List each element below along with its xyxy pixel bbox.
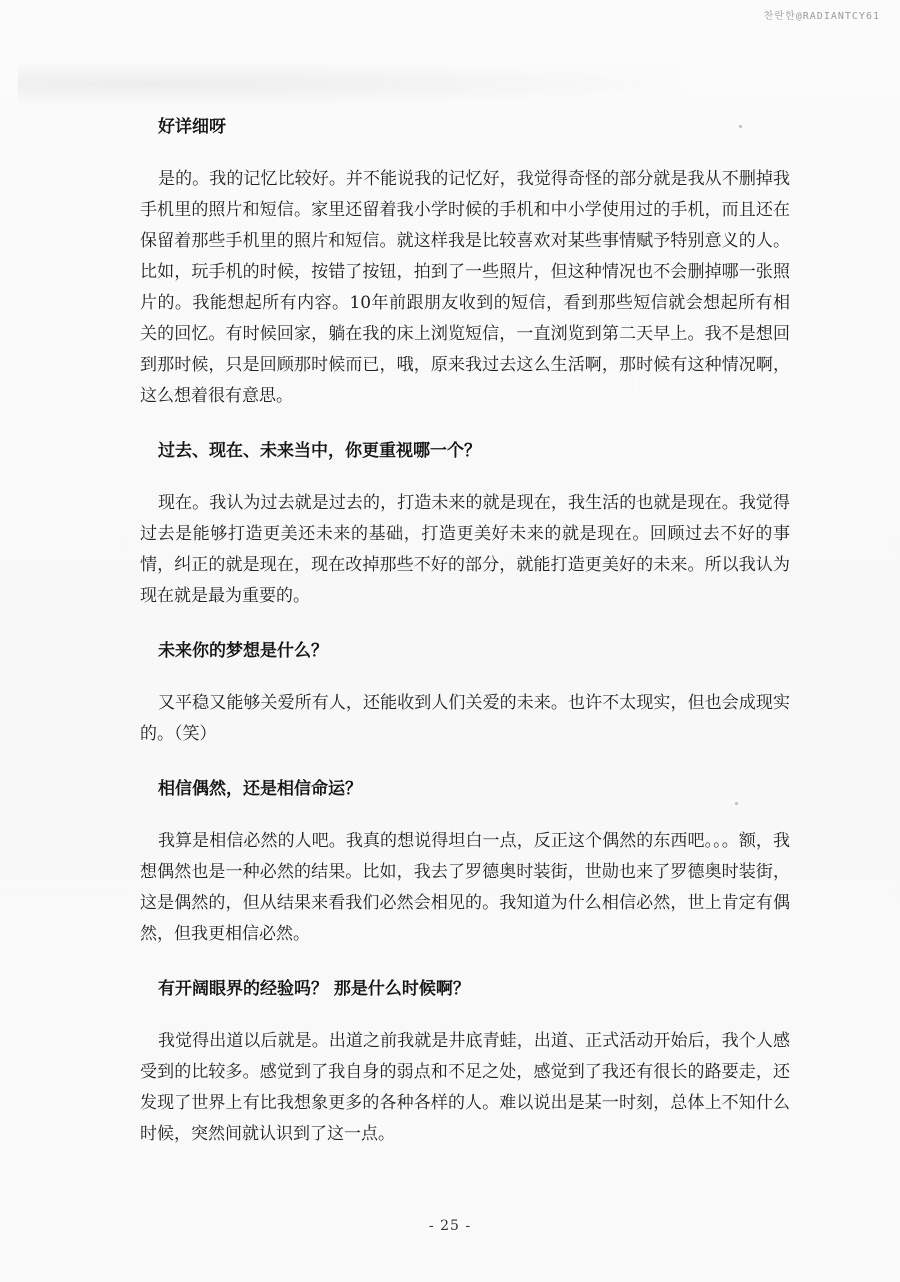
answer-paragraph: 现在。我认为过去就是过去的，打造未来的就是现在，我生活的也就是现在。我觉得过去是能够打造更美还未来的基础，打造更美好未来的就是现在。回顾过去不好的事情，纠正的就是现在，现在改掉那些不好的部分，就能打造更美好的未来。所以我认为现在就是最为重要的。: [140, 493, 790, 606]
question-heading: 好详细呀: [158, 117, 226, 137]
answer-paragraph: 又平稳又能够关爱所有人，还能收到人们关爱的未来。也许不太现实，但也会成现实的。（笑）: [140, 693, 790, 744]
page-number: - 25 -: [428, 1218, 472, 1234]
header-smudge: [18, 62, 682, 106]
answer-paragraph: 我觉得出道以后就是。出道之前我就是井底青蛙，出道、正式活动开始后，我个人感受到的比较多。感觉到了我自身的弱点和不足之处，感觉到了我还有很长的路要走，还发现了世界上有比我想象更多的各种各样的人。难以说出是某一时刻，总体上不知什么时候，突然间就认识到了这一点。: [140, 1031, 790, 1144]
question-heading: 有开阔眼界的经验吗？ 那是什么时候啊？: [158, 979, 470, 999]
watermark: 찬란한@RADIANTCY61: [763, 11, 880, 22]
interview-content: [140, 112, 790, 1150]
question-heading: 过去、现在、未来当中，你更重视哪一个？: [158, 441, 481, 461]
answer-paragraph: 是的。我的记忆比较好。并不能说我的记忆好，我觉得奇怪的部分就是我从不删掉我手机里的照片和短信。家里还留着我小学时候的手机和中小学使用过的手机，而且还在保留着那些手机里的照片和短信。就这样我是比较喜欢对某些事情赋予特别意义的人。比如，玩手机的时候，按错了按钮，拍到了一些照片，但这种情况也不会删掉哪一张照片的。我能想起所有内容。10年前跟朋友收到的短信，看到那些短信就会想起所有相关的回忆。有时候回家，躺在我的床上浏览短信，一直浏览到第二天早上。我不是想回到那时候，只是回顾那时候而已，哦，原来我过去这么生活啊，那时候有这种情况啊，这么想着很有意思。: [140, 169, 790, 406]
question-heading: 相信偶然，还是相信命运？: [158, 779, 362, 799]
question-heading: 未来你的梦想是什么？: [158, 641, 328, 661]
answer-paragraph: 我算是相信必然的人吧。我真的想说得坦白一点，反正这个偶然的东西吧。。。额，我想偶然也是一种必然的结果。比如，我去了罗德奥时装街，世勋也来了罗德奥时装街，这是偶然的，但从结果来看我们必然会相见的。我知道为什么相信必然，世上肯定有偶然，但我更相信必然。: [140, 831, 790, 944]
